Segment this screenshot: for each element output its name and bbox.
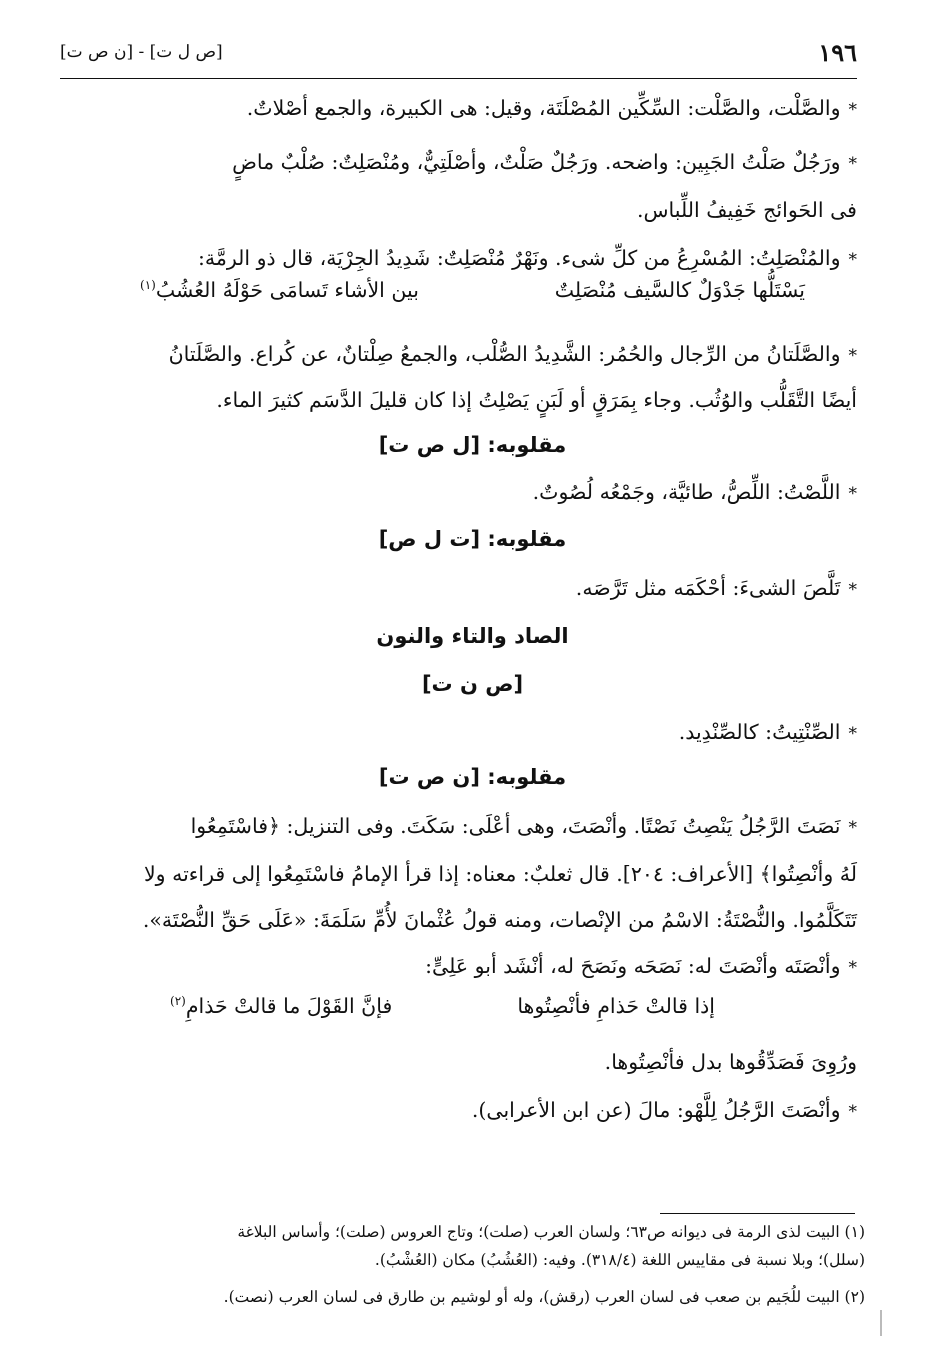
footnote-marker: (١) bbox=[140, 278, 156, 293]
footnote: (١) البيت لذى الرمة فى ديوانه ص٦٣؛ ولسان العرب (صلت)؛ وتاج العروس (صلت)؛ وأساس البلاغة bbox=[237, 1223, 865, 1241]
asterisk-icon: * bbox=[848, 154, 857, 174]
verse-hemistich-right: يَسْتَلُّها جَدْوَلٌ كالسَّيف مُنْصَلِتٌ bbox=[554, 278, 805, 302]
entry-paragraph: *اللَّصْتُ: اللِّصُّ، طائيَّة، وجَمْعُه لُصُوتٌ. bbox=[532, 480, 857, 504]
verse-hemistich-left: فإنَّ القَوْلَ ما قالتْ حَذامِ$^{(٢)}$ bbox=[170, 994, 393, 1018]
page-header bbox=[60, 38, 857, 79]
asterisk-icon: * bbox=[848, 580, 857, 600]
entry-paragraph: *نَصَتَ الرَّجُلُ يَنْصِتُ نَصْتًا. وأنْصَتَ، وهى أعْلَى: سَكَتَ. وفى التنزيل: ﴿فاسْتَمِعُوا bbox=[190, 814, 857, 838]
asterisk-icon: * bbox=[848, 484, 857, 504]
asterisk-icon: * bbox=[848, 346, 857, 366]
footnote-marker: (٢) bbox=[170, 994, 186, 1009]
verse-hemistich-right: إذا قالتْ حَذامِ فأنْصِتُوها bbox=[517, 994, 715, 1018]
entry-paragraph: *ورَجُلٌ صَلْتُ الجَبِين: واضحه. ورَجُلٌ صَلْتٌ، وأصْلَتِيٌّ، ومُنْصَلِتٌ: صُلْبٌ ماضٍ bbox=[232, 150, 857, 174]
asterisk-icon: * bbox=[848, 724, 857, 744]
asterisk-icon: * bbox=[848, 818, 857, 838]
margin-mark bbox=[880, 1310, 882, 1336]
entry-paragraph-cont: تَتَكَلَّمُوا. والنُّصْتَةُ: الاسْمُ من الإنْصات، ومنه قولُ عُثْمانَ لأُمِّ سَلَمَةَ: «عَلَى حَقِّ النُّصْتَة». bbox=[142, 908, 857, 932]
entry-paragraph: *وأنْصَتَ الرَّجُلُ لِلَّهْو: مالَ (عن ابن الأعرابى). bbox=[471, 1098, 857, 1122]
entry-paragraph: *تَلَّصَ الشىءَ: أحْكَمَه مثل تَرَّصَه. bbox=[575, 576, 857, 600]
entry-paragraph-cont: لَهُ وأنْصِتُوا﴾ [الأعراف: ٢٠٤]. قال ثعلبٌ: معناه: إذا قرأ الإمامُ فاسْتَمِعُوا إلى قراءته ولا bbox=[143, 862, 857, 886]
asterisk-icon: * bbox=[848, 958, 857, 978]
entry-paragraph-cont: أيضًا التَّقَلُّب والوُثُب. وجاء بِمَرَقٍ أو لَبَنٍ يَصْلِتُ إذا كان قليلَ الدَّسَم كثيرَ الماء. bbox=[216, 388, 857, 412]
page-number: ١٩٦ bbox=[818, 38, 857, 67]
entry-paragraph: *والصَّلَتانُ من الرِّجال والحُمُر: الشَّدِيدُ الصُّلْب، والجمعُ صِلْتانٌ، عن كُراع. والصَّلَتانُ bbox=[168, 342, 857, 366]
entry-paragraph: *وأنْصَتَه وأنْصَتَ له: نَصَحَه ونَصَحَ له، أنْشَد أبو عَلِىٍّ: bbox=[425, 954, 857, 978]
entry-paragraph: *الصِّنْتِيتُ: كالصِّنْدِيد. bbox=[678, 720, 857, 744]
asterisk-icon: * bbox=[848, 250, 857, 270]
verse-hemistich-left: بين الأشاء تَسامَى حَوْلَهُ العُشُبُ$^{(١)}$ bbox=[140, 278, 419, 302]
root-heading: [ص ن ت] bbox=[421, 672, 524, 696]
asterisk-icon: * bbox=[848, 1102, 857, 1122]
entry-paragraph-cont: ورُوِىَ فَصَدِّقُوها بدل فأنْصِتُوها. bbox=[604, 1050, 857, 1074]
entry-paragraph-cont: فى الحَوائج خَفِيفُ اللِّباس. bbox=[637, 198, 857, 222]
entry-paragraph: *والصَّلْت، والصَّلْت: السِّكِّين المُصْلَتَة، وقيل: هى الكبيرة، والجمع أصْلاتٌ. bbox=[246, 96, 857, 120]
footnote: (سلل)؛ وبلا نسبة فى مقاييس اللغة (٣١٨/٤). وفيه: (العُشُبُ) مكان (العُشْبُ). bbox=[374, 1251, 865, 1269]
running-head: [ص ل ت] - [ن ص ت] bbox=[60, 42, 223, 62]
chapter-heading: الصاد والتاء والنون bbox=[376, 624, 569, 648]
footnote: (٢) البيت للُجَيم بن صعب فى لسان العرب (رقش)، وله أو لوشيم بن طارق فى لسان العرب (نصت). bbox=[223, 1288, 865, 1306]
footnote-divider bbox=[660, 1213, 855, 1214]
section-heading: مقلوبه: [ل ص ت] bbox=[378, 433, 567, 457]
entry-paragraph: *والمُنْصَلِتُ: المُسْرِعُ من كلِّ شىء. ونَهْرٌ مُنْصَلِتٌ: شَدِيدُ الجِرْيَة، قال ذو الرمَّة: bbox=[197, 246, 857, 270]
asterisk-icon: * bbox=[848, 100, 857, 120]
section-heading: مقلوبه: [ن ص ت] bbox=[378, 765, 567, 789]
section-heading: مقلوبه: [ت ل ص] bbox=[378, 527, 567, 551]
